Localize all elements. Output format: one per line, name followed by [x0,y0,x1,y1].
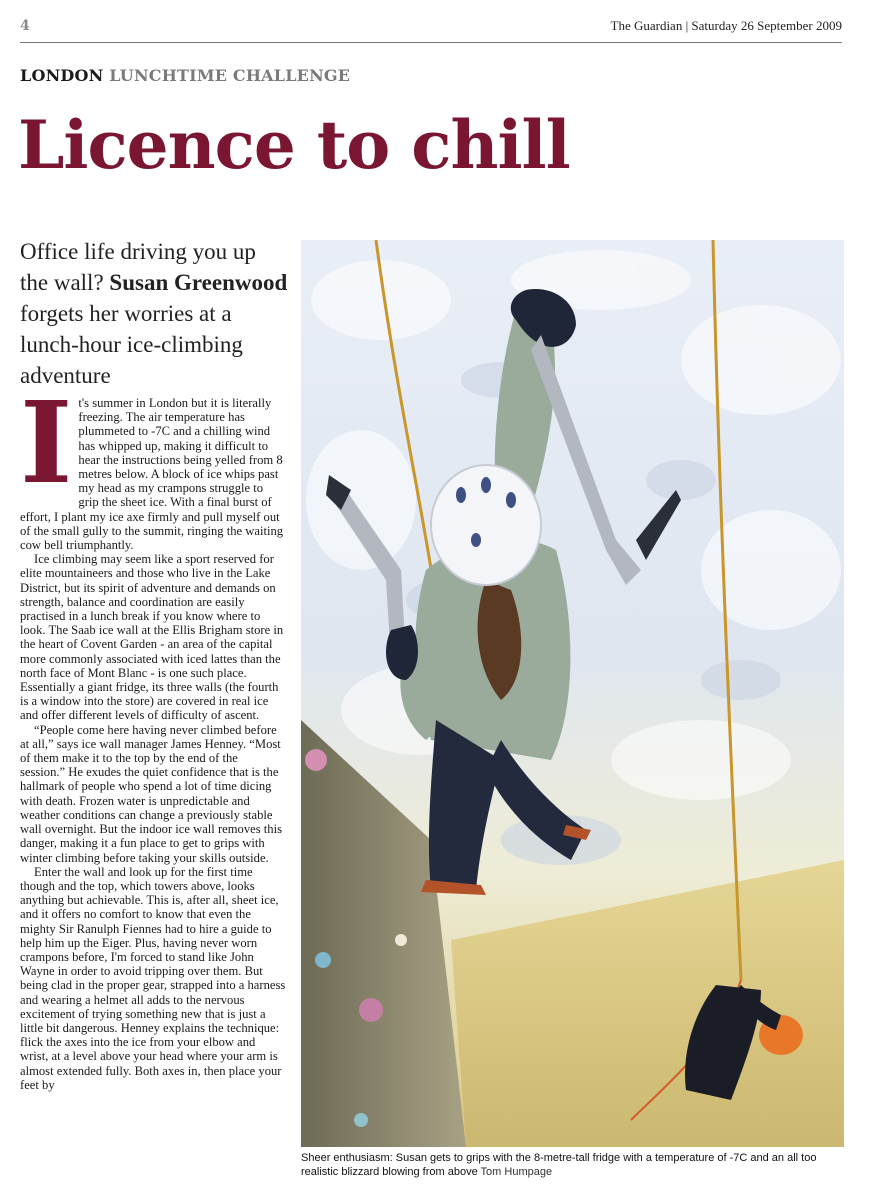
standfirst-rest: forgets her worries at a lunch-hour ice-climbing adventure [20,301,243,388]
photo-caption [301,1151,844,1179]
header-rule [20,42,842,43]
ice-climbing-photo [301,240,844,1147]
standfirst [20,236,288,391]
caption-text: Sheer enthusiasm: Susan gets to grips with the 8-metre-tall fridge with a temperature of -7C and an all too realistic blizzard blowing from above [301,1152,817,1178]
section-heading [20,66,350,85]
publication-dateline: The Guardian | Saturday 26 September 2009 [610,18,842,33]
article-paragraph [20,396,286,552]
photo-credit: Tom Humpage [480,1166,553,1178]
drop-cap: I [20,396,73,509]
section-heading-main: LONDON [20,66,104,85]
paragraph-text: t's summer in London but it is literally freezing. The air temperature has plummeted to -7C and a chilling wind has whipped up, making it difficult to hear the instructions being yelled from 8 metres below. A block of ice whips past my head as my crampons struggle to grip the sheet ice. With a final burst of effort, I plant my ice axe firmly and pull myself out of the small gully to the summit, ringing the waiting cow bell triumphantly. [20,396,284,553]
page-number: 4 [20,18,30,34]
article-paragraph: “People come here having never climbed before at all,” says ice wall manager James Henney. “Most of them make it to the top by the end of the session.” He exudes the quiet confidence that is the hallmark of people who spend a lot of time dicing with death. Frozen water is unpredictable and weather conditions can change a previously stable wall overnight. But the indoor ice wall removes this danger, making it a fun place to get to grips with winter climbing before taking your skills outside. [20,722,282,865]
section-heading-sub: LUNCHTIME CHALLENGE [109,66,351,85]
byline-author: Susan Greenwood [109,270,288,295]
standfirst-lead: Office life driving you up the wall? [20,239,256,295]
article-body [20,396,286,1184]
headline: Licence to chill [18,106,570,184]
article-paragraph: Enter the wall and look up for the first time though and the top, which towers above, looks anything but achievable. This is, after all, sheet ice, and it offers no comfort to know that even the mighty Sir Ranulph Fiennes had to hire a guide to help him up the Eiger. Plus, having never worn crampons before, I'm forced to stand like John Wayne in order to avoid tripping over them. But being clad in the proper gear, strapped into a harness and wearing a helmet all adds to the nervous excitement of trying something new that is just a little bit dangerous. Henney explains the technique: flick the axes into the ice from your elbow and wrist, at a level above your head where your arm is almost extended fully. Both axes in, then place your feet by [20,864,286,1092]
article-paragraph: Ice climbing may seem like a sport reserved for elite mountaineers and those who live in the Lake District, but its spirit of adventure and demands on strength, balance and coordination are easily practised in a lunch break if you know where to look. The Saab ice wall at the Ellis Brigham store in the heart of Covent Garden - an area of the capital more commonly associated with iced lattes than the north face of Mont Blanc - is one such place. Essentially a giant fridge, its three walls (the fourth is a window into the store) are covered in real ice and offer different levels of difficulty of ascent. [20,552,284,723]
